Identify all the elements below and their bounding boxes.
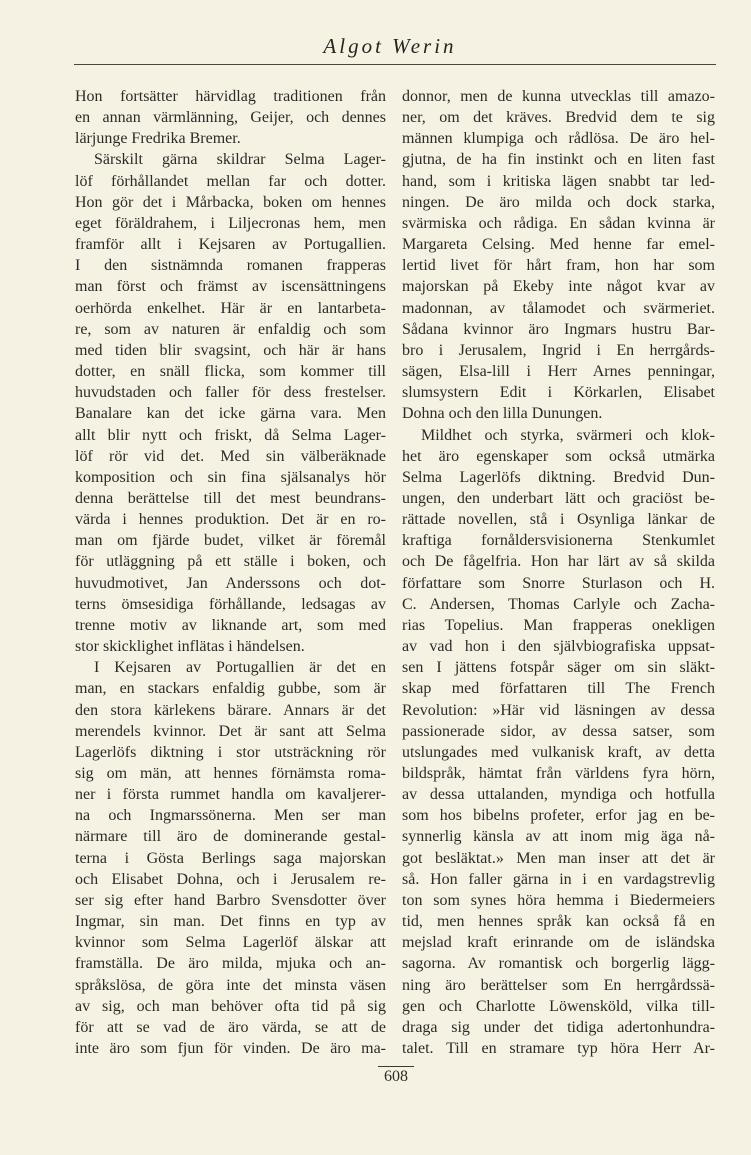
text-line: trenne motiv av liknande art, som med	[75, 616, 386, 634]
text-line: lertid livet för hårt fram, hon har som	[402, 257, 715, 275]
text-line: så. Hon faller gärna in i en vardagstrevlig	[402, 870, 715, 888]
text-line: hand, som i kritiska lägen snabbt tar led-	[402, 172, 715, 190]
text-line: terns ömsesidiga förhållande, ledsagas av	[75, 595, 386, 613]
text-line: löf förhållandet mellan far och dotter.	[75, 172, 386, 190]
text-line: och De fågelfria. Hon har lärt av så skilda	[402, 553, 715, 571]
text-line: re, som av naturen är enfaldig och som	[75, 320, 386, 338]
left-column	[75, 86, 386, 1059]
text-line: författare som Snorre Sturlason och H.	[402, 574, 715, 592]
text-line: med tiden blir svagsint, och här är hans	[75, 341, 386, 359]
paragraph	[75, 86, 386, 149]
text-line: oerhörda enkelhet. Här är en lantarbeta-	[75, 299, 386, 317]
text-line: dotter, en snäll flicka, som kommer till	[75, 363, 386, 381]
text-line: för att se vad de äro värda, se att de	[75, 1018, 386, 1036]
text-line: gjutna, de ha fin instinkt och en liten fast	[402, 151, 715, 169]
text-line: för utläggning på ett ställe i boken, och	[75, 553, 386, 571]
text-line: Sådana kvinnor äro Ingmars hustru Bar-	[402, 320, 715, 338]
text-line: kvinnor som Selma Lagerlöf älskar att	[75, 934, 386, 952]
text-line: Hon gör det i Mårbacka, boken om hennes	[75, 193, 386, 211]
text-line: denna berättelse till det mest beundrans-	[75, 489, 386, 507]
text-line: rias Topelius. Man frapperas onekligen	[402, 616, 715, 634]
text-line: I den sistnämnda romanen frapperas	[75, 257, 386, 275]
text-line: av vad hon i den självbiografiska uppsat-	[402, 638, 715, 656]
right-column	[402, 86, 715, 1059]
text-line: na och Ingmarssönerna. Men ser man	[75, 807, 386, 825]
text-line: slumsystern Edit i Körkarlen, Elisabet	[402, 384, 715, 402]
paragraph	[75, 657, 386, 1059]
text-line: rättade novellen, stå i Osynliga länkar de	[402, 511, 715, 529]
text-line: tid, men hennes språk kan också få en	[402, 913, 715, 931]
text-line: sig om män, att hennes förnämsta roma-	[75, 765, 386, 782]
text-line: Hon fortsätter härvidlag traditionen från	[75, 88, 386, 105]
text-line: bildspråk, hämtat från världens fyra hörn,	[402, 765, 715, 782]
text-line: som hos bibelns profeter, erfor jag en be-	[402, 807, 715, 825]
text-line: talet. Till en stramare typ höra Herr Ar-	[402, 1040, 715, 1058]
text-line: ning äro berättelser som En herrgårdssä-	[402, 976, 715, 994]
text-line: merendels kvinnor. Det är sant att Selma	[75, 722, 386, 740]
text-line: Selma Lagerlöfs diktning. Bredvid Dun-	[402, 468, 715, 486]
paragraph	[402, 425, 715, 1060]
text-line: C. Andersen, Thomas Carlyle och Zacha-	[402, 595, 715, 613]
text-line: eget föräldrahem, i Liljecronas hem, men	[75, 214, 386, 232]
text-line: Dohna och den lilla Dunungen.	[402, 405, 603, 423]
paragraph	[402, 86, 715, 425]
text-line: got besläktat.» Men man inser att det är	[402, 849, 715, 867]
text-line: Banalare kan det icke gärna vara. Men	[75, 405, 386, 423]
text-line: framställa. De äro milda, mjuka och an-	[75, 955, 386, 973]
text-line: ner, om det kräves. Bredvid dem te sig	[402, 109, 715, 127]
text-line: och Elisabet Dohna, och i Jerusalem re-	[75, 870, 386, 888]
text-line: madonnan, av tålamodet och svärmeriet.	[402, 299, 715, 317]
text-line: terna i Gösta Berlings saga majorskan	[75, 849, 386, 867]
text-line: ungen, den underbart lätt och graciöst be-	[402, 489, 715, 507]
page-number: 608	[378, 1066, 414, 1086]
text-line: Lagerlöfs diktning i stor utsträckning rör	[75, 743, 386, 761]
text-line: allt blir nytt och friskt, då Selma Lager-	[75, 426, 386, 444]
text-line: I Kejsaren av Portugallien är det en	[94, 659, 386, 677]
text-line: passionerade sidor, av dessa satser, som	[402, 722, 715, 740]
text-line: donnor, men de kunna utvecklas till amazo-	[402, 88, 715, 105]
text-line: bro i Jerusalem, Ingrid i En herrgårds-	[402, 341, 715, 359]
text-line: man först och främst av iscensättningens	[75, 278, 386, 296]
text-line: närmare till äro de dominerande gestal-	[75, 828, 386, 846]
paragraph	[75, 149, 386, 657]
text-line: en annan värmlänning, Geijer, och dennes	[75, 109, 386, 127]
text-line: Ingmar, sin man. Det finns en typ av	[75, 913, 386, 931]
header-rule	[74, 64, 716, 65]
text-line: männen klumpiga och rådlösa. De äro hel-	[402, 130, 715, 148]
text-line: ningen. De äro milda och dock starka,	[402, 193, 715, 211]
text-line: huvudstaden och faller för dess frestelser.	[75, 384, 386, 402]
text-line: Margareta Celsing. Med henne far emel-	[402, 236, 715, 254]
text-line: framför allt i Kejsaren av Portugallien.	[75, 236, 386, 254]
text-line: man, en stackars enfaldig gubbe, som är	[75, 680, 386, 698]
text-line: av dessa uttalanden, myndiga och hotfulla	[402, 786, 715, 804]
text-line: stor skicklighet inflätas i händelsen.	[75, 638, 305, 656]
text-line: het äro egenskaper som också utmärka	[402, 447, 715, 465]
running-header: Algot Werin	[323, 34, 457, 58]
text-line: sagorna. Av romantisk och borgerlig lägg-	[402, 955, 715, 973]
text-line: svärmiska och rådiga. En sådan kvinna är	[402, 214, 715, 232]
text-line: huvudmotivet, Jan Anderssons och dot-	[75, 574, 386, 592]
text-line: skap med författaren till The French	[402, 680, 715, 698]
text-line: ton som synes höra hemma i Biedermeiers	[402, 891, 715, 909]
text-line: majorskan på Ekeby inte något kvar av	[402, 278, 715, 296]
text-line: av sig, och man behöver ofta tid på sig	[75, 997, 386, 1015]
text-line: den stora kärlekens bärare. Annars är det	[75, 701, 386, 719]
text-line: lärjunge Fredrika Bremer.	[75, 130, 241, 148]
text-line: sen I jättens fotspår säger om sin släkt-	[402, 659, 715, 677]
text-line: kraftiga fornåldersvisionerna Stenkumlet	[402, 532, 715, 550]
text-line: värda i hennes produktion. Det är en ro-	[75, 511, 386, 529]
text-line: draga sig under det tidiga adertonhundra-	[402, 1018, 715, 1036]
text-line: Särskilt gärna skildrar Selma Lager-	[94, 151, 386, 169]
text-line: Mildhet och styrka, svärmeri och klok-	[421, 426, 715, 444]
text-line: löf rör vid det. Med sin välberäknade	[75, 447, 386, 465]
text-line: sägen, Elsa-lill i Herr Arnes penningar,	[402, 363, 715, 381]
text-line: språkslösa, de göra inte det minsta väsen	[75, 976, 386, 994]
text-line: gen och Charlotte Löwensköld, vilka till-	[402, 997, 715, 1015]
text-line: synnerlig känsla av att inom mig äga nå-	[402, 828, 715, 846]
text-line: ser sig efter hand Barbro Svensdotter över	[75, 891, 386, 909]
text-line: man om fjärde budet, vilket är föremål	[75, 532, 386, 550]
text-line: ner i första rummet handla om kavaljerer-	[75, 786, 386, 804]
text-line: Revolution: »Här vid läsningen av dessa	[402, 701, 715, 719]
text-line: utslungades med vulkanisk kraft, av detta	[402, 743, 715, 761]
text-line: komposition och sin fina själsanalys hör	[75, 468, 386, 486]
text-line: mejslad kraft erinrande om de isländska	[402, 934, 715, 952]
text-line: inte äro som fjun för vinden. De äro ma-	[75, 1040, 386, 1058]
